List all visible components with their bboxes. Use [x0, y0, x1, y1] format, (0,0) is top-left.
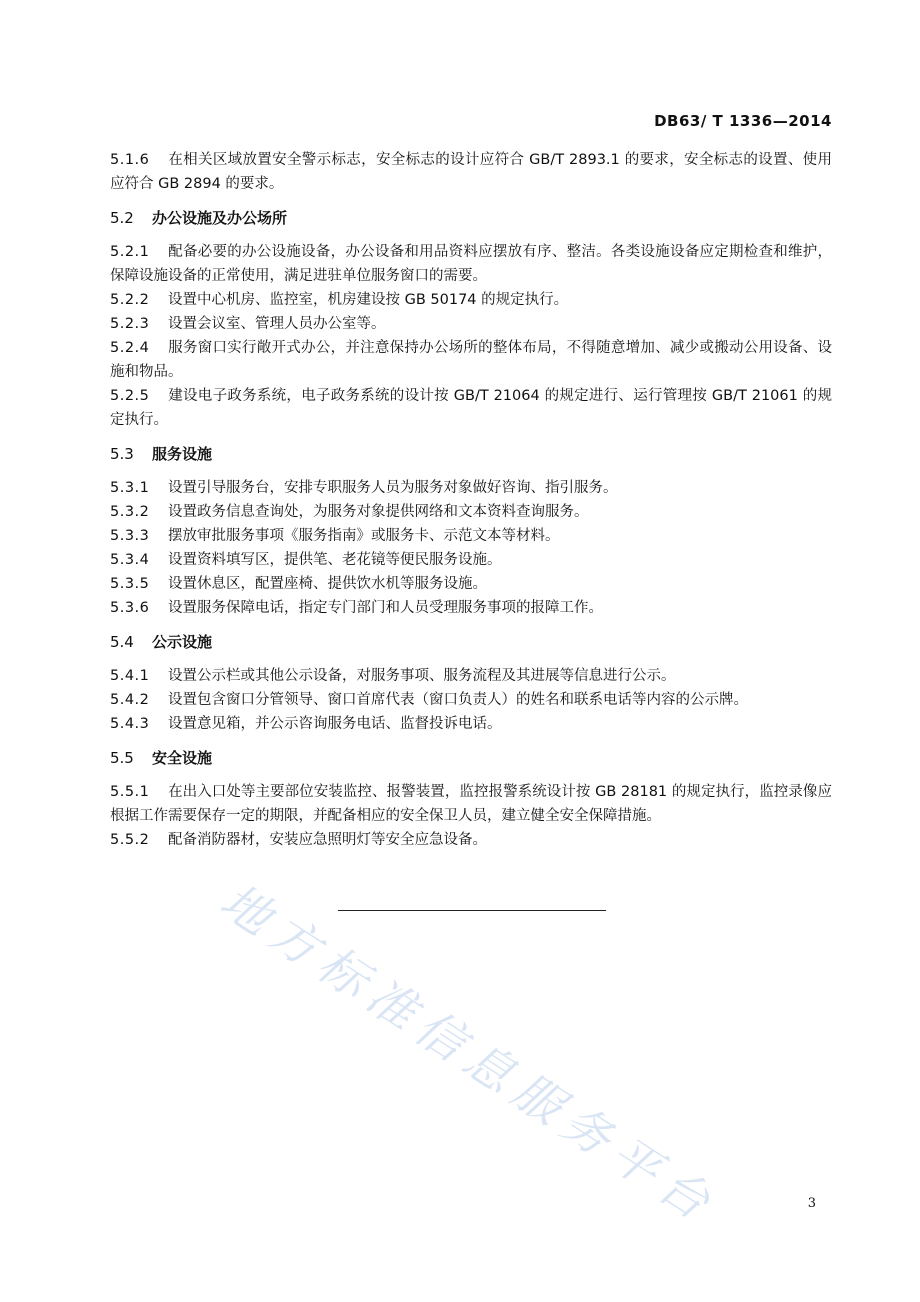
section-number: 5.4 [110, 633, 134, 651]
section-title: 办公设施及办公场所 [152, 209, 288, 227]
clause-text: 设置中心机房、监控室，机房建设按 GB 50174 的规定执行。 [168, 292, 569, 308]
clause-text: 设置公示栏或其他公示设备，对服务事项、服务流程及其进展等信息进行公示。 [168, 668, 676, 684]
clause-number: 5.3.2 [110, 504, 150, 520]
clause-5-4-3 [110, 712, 832, 736]
clause-number: 5.3.3 [110, 528, 150, 544]
clause-5-3-6 [110, 596, 832, 620]
clause-number: 5.3.4 [110, 552, 150, 568]
clause-text: 设置资料填写区，提供笔、老花镜等便民服务设施。 [168, 552, 502, 568]
clause-5-3-5 [110, 572, 832, 596]
clause-text: 摆放审批服务事项《服务指南》或服务卡、示范文本等材料。 [168, 528, 560, 544]
clause-text: 服务窗口实行敞开式办公，并注意保持办公场所的整体布局，不得随意增加、减少或搬动公用设备、设施和物品。 [110, 340, 832, 380]
clause-number: 5.3.5 [110, 576, 150, 592]
section-title: 服务设施 [152, 445, 213, 463]
clause-number: 5.2.4 [110, 340, 150, 356]
clause-number: 5.2.1 [110, 244, 150, 260]
section-number: 5.5 [110, 749, 134, 767]
section-heading-5-5 [110, 746, 832, 770]
clause-5-1-6 [110, 148, 832, 196]
standard-code: DB63/ T 1336—2014 [654, 112, 832, 130]
clause-5-3-2 [110, 500, 832, 524]
section-number: 5.3 [110, 445, 134, 463]
clause-5-2-4 [110, 336, 832, 384]
clause-5-4-1 [110, 664, 832, 688]
clause-5-3-1 [110, 476, 832, 500]
watermark: 地方标准信息服务平台 [210, 872, 728, 1236]
clause-number: 5.5.2 [110, 832, 150, 848]
clause-number: 5.4.3 [110, 716, 150, 732]
clause-text: 在出入口处等主要部位安装监控、报警装置，监控报警系统设计按 GB 28181 的规定执行，监控录像应根据工作需要保存一定的期限，并配备相应的安全保卫人员，建立健全安全保障措施。 [110, 784, 832, 824]
clause-text: 在相关区域放置安全警示标志，安全标志的设计应符合 GB/T 2893.1 的要求，安全标志的设置、使用应符合 GB 2894 的要求。 [110, 152, 832, 192]
clause-number: 5.2.5 [110, 388, 150, 404]
document-body [110, 148, 832, 852]
clause-text: 设置休息区，配置座椅、提供饮水机等服务设施。 [168, 576, 487, 592]
clause-5-2-5 [110, 384, 832, 432]
clause-text: 设置包含窗口分管领导、窗口首席代表（窗口负责人）的姓名和联系电话等内容的公示牌。 [168, 692, 748, 708]
section-heading-5-4 [110, 630, 832, 654]
clause-text: 建设电子政务系统，电子政务系统的设计按 GB/T 21064 的规定进行、运行管理按 GB/T 21061 的规定执行。 [110, 388, 832, 428]
clause-5-4-2 [110, 688, 832, 712]
clause-5-2-3 [110, 312, 832, 336]
section-title: 公示设施 [152, 633, 213, 651]
clause-text: 设置意见箱，并公示咨询服务电话、监督投诉电话。 [168, 716, 502, 732]
clause-number: 5.3.1 [110, 480, 150, 496]
clause-text: 配备必要的办公设施设备，办公设备和用品资料应摆放有序、整洁。各类设施设备应定期检查和维护，保障设施设备的正常使用，满足进驻单位服务窗口的需要。 [110, 244, 832, 284]
clause-5-3-4 [110, 548, 832, 572]
clause-number: 5.4.1 [110, 668, 150, 684]
section-title: 安全设施 [152, 749, 213, 767]
clause-number: 5.2.3 [110, 316, 150, 332]
clause-5-3-3 [110, 524, 832, 548]
end-of-document-rule [338, 910, 606, 911]
clause-text: 设置会议室、管理人员办公室等。 [168, 316, 386, 332]
clause-text: 设置引导服务台，安排专职服务人员为服务对象做好咨询、指引服务。 [168, 480, 618, 496]
section-number: 5.2 [110, 209, 134, 227]
clause-number: 5.2.2 [110, 292, 150, 308]
clause-number: 5.4.2 [110, 692, 150, 708]
clause-text: 配备消防器材，安装应急照明灯等安全应急设备。 [168, 832, 487, 848]
section-heading-5-2 [110, 206, 832, 230]
clause-5-5-2 [110, 828, 832, 852]
clause-5-2-2 [110, 288, 832, 312]
page-number: 3 [807, 1196, 816, 1211]
clause-text: 设置政务信息查询处，为服务对象提供网络和文本资料查询服务。 [168, 504, 589, 520]
clause-number: 5.1.6 [110, 152, 150, 168]
clause-number: 5.3.6 [110, 600, 150, 616]
clause-number: 5.5.1 [110, 784, 150, 800]
clause-5-5-1 [110, 780, 832, 828]
section-heading-5-3 [110, 442, 832, 466]
clause-5-2-1 [110, 240, 832, 288]
clause-text: 设置服务保障电话，指定专门部门和人员受理服务事项的报障工作。 [168, 600, 603, 616]
